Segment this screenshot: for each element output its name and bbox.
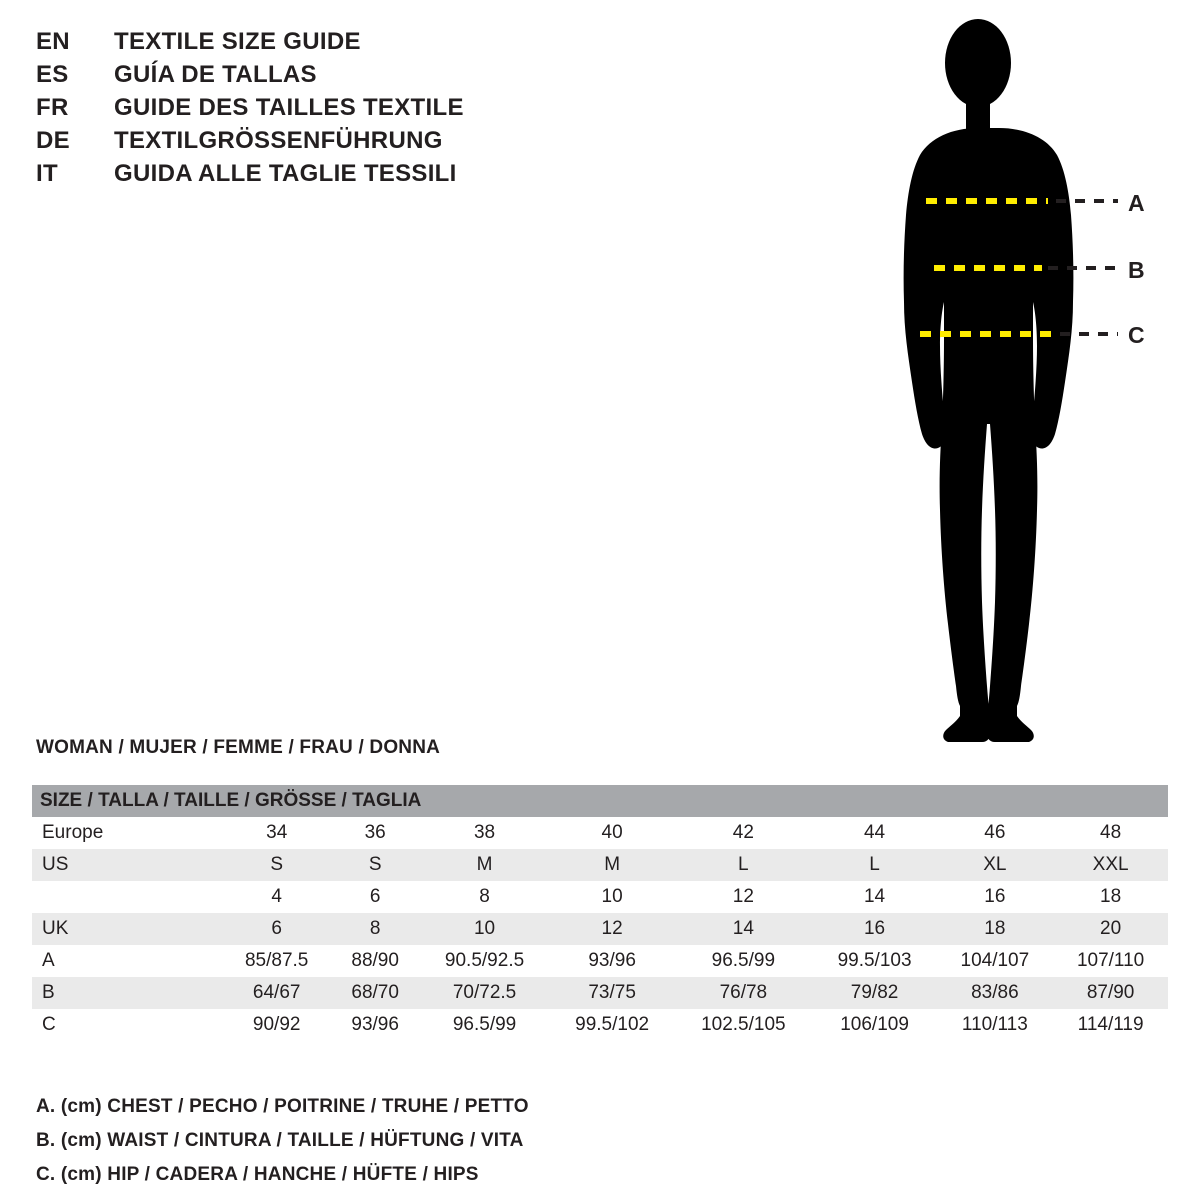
language-code: EN: [36, 28, 70, 55]
table-cell: 20: [1053, 913, 1168, 945]
table-cell: 88/90: [331, 945, 419, 977]
table-cell: 99.5/102: [550, 1009, 674, 1041]
table-cell: 42: [674, 817, 813, 849]
table-cell: 34: [222, 817, 331, 849]
table-cell: 16: [937, 881, 1054, 913]
language-header-block: [36, 28, 736, 193]
table-cell: 102.5/105: [674, 1009, 813, 1041]
table-cell: S: [222, 849, 331, 881]
table-header-label: SIZE / TALLA / TAILLE / GRÖSSE / TAGLIA: [32, 785, 1168, 817]
footnote-chest: A. (cm) CHEST / PECHO / POITRINE / TRUHE / PETTO: [36, 1096, 529, 1117]
language-row: [36, 160, 736, 193]
table-cell: 93/96: [331, 1009, 419, 1041]
table-cell: XXL: [1053, 849, 1168, 881]
table-cell: 99.5/103: [813, 945, 937, 977]
table-cell: 10: [419, 913, 550, 945]
table-cell: L: [674, 849, 813, 881]
language-title: GUÍA DE TALLAS: [114, 61, 317, 88]
table-cell: 73/75: [550, 977, 674, 1009]
measure-label-b: B: [1128, 257, 1145, 283]
table-cell: 106/109: [813, 1009, 937, 1041]
table-cell: 93/96: [550, 945, 674, 977]
female-silhouette-figure: [830, 10, 1190, 750]
table-cell: S: [331, 849, 419, 881]
row-label: US: [32, 849, 222, 881]
table-cell: 18: [937, 913, 1054, 945]
language-title: GUIDE DES TAILLES TEXTILE: [114, 94, 464, 121]
table-cell: 87/90: [1053, 977, 1168, 1009]
table-cell: 8: [419, 881, 550, 913]
table-cell: 48: [1053, 817, 1168, 849]
table-row: [32, 945, 1168, 977]
row-label: A: [32, 945, 222, 977]
table-cell: 8: [331, 913, 419, 945]
table-cell: 4: [222, 881, 331, 913]
table-cell: 90.5/92.5: [419, 945, 550, 977]
table-cell: 16: [813, 913, 937, 945]
table-row: [32, 849, 1168, 881]
language-title: TEXTILGRÖSSENFÜHRUNG: [114, 127, 443, 154]
silhouette-shape: [904, 19, 1074, 742]
table-cell: 96.5/99: [419, 1009, 550, 1041]
table-cell: 12: [550, 913, 674, 945]
footnote-waist: B. (cm) WAIST / CINTURA / TAILLE / HÜFTUNG / VITA: [36, 1130, 524, 1151]
language-code: DE: [36, 127, 70, 154]
language-code: FR: [36, 94, 69, 121]
table-cell: M: [419, 849, 550, 881]
row-label: B: [32, 977, 222, 1009]
table-cell: 40: [550, 817, 674, 849]
footnote-hip: C. (cm) HIP / CADERA / HANCHE / HÜFTE / HIPS: [36, 1164, 479, 1185]
language-code: ES: [36, 61, 69, 88]
table-cell: 18: [1053, 881, 1168, 913]
table-cell: 6: [222, 913, 331, 945]
footnotes: [36, 1090, 936, 1192]
table-cell: M: [550, 849, 674, 881]
table-cell: 14: [813, 881, 937, 913]
row-label: UK: [32, 913, 222, 945]
language-row: [36, 127, 736, 160]
table-cell: 44: [813, 817, 937, 849]
table-cell: XL: [937, 849, 1054, 881]
table-cell: 68/70: [331, 977, 419, 1009]
table-cell: 12: [674, 881, 813, 913]
table-cell: 83/86: [937, 977, 1054, 1009]
table-row: [32, 817, 1168, 849]
table-cell: 79/82: [813, 977, 937, 1009]
row-label: [32, 881, 222, 913]
size-table: [32, 785, 1168, 1041]
measure-label-a: A: [1128, 190, 1145, 216]
table-cell: 85/87.5: [222, 945, 331, 977]
section-caption: WOMAN / MUJER / FEMME / FRAU / DONNA: [36, 737, 441, 758]
table-cell: L: [813, 849, 937, 881]
table-row: [32, 881, 1168, 913]
table-cell: 6: [331, 881, 419, 913]
table-cell: 96.5/99: [674, 945, 813, 977]
language-row: [36, 61, 736, 94]
row-label: C: [32, 1009, 222, 1041]
table-cell: 10: [550, 881, 674, 913]
table-cell: 107/110: [1053, 945, 1168, 977]
table-cell: 38: [419, 817, 550, 849]
language-row: [36, 28, 736, 61]
table-row: [32, 913, 1168, 945]
table-cell: 110/113: [937, 1009, 1054, 1041]
table-cell: 76/78: [674, 977, 813, 1009]
row-label: Europe: [32, 817, 222, 849]
language-code: IT: [36, 160, 58, 187]
table-cell: 104/107: [937, 945, 1054, 977]
table-cell: 90/92: [222, 1009, 331, 1041]
language-row: [36, 94, 736, 127]
language-title: TEXTILE SIZE GUIDE: [114, 28, 361, 55]
table-header-row: [32, 785, 1168, 817]
table-cell: 114/119: [1053, 1009, 1168, 1041]
measure-label-c: C: [1128, 322, 1145, 348]
table-row: [32, 1009, 1168, 1041]
table-cell: 46: [937, 817, 1054, 849]
table-cell: 36: [331, 817, 419, 849]
table-cell: 70/72.5: [419, 977, 550, 1009]
table-cell: 14: [674, 913, 813, 945]
table-cell: 64/67: [222, 977, 331, 1009]
language-title: GUIDA ALLE TAGLIE TESSILI: [114, 160, 457, 187]
table-row: [32, 977, 1168, 1009]
